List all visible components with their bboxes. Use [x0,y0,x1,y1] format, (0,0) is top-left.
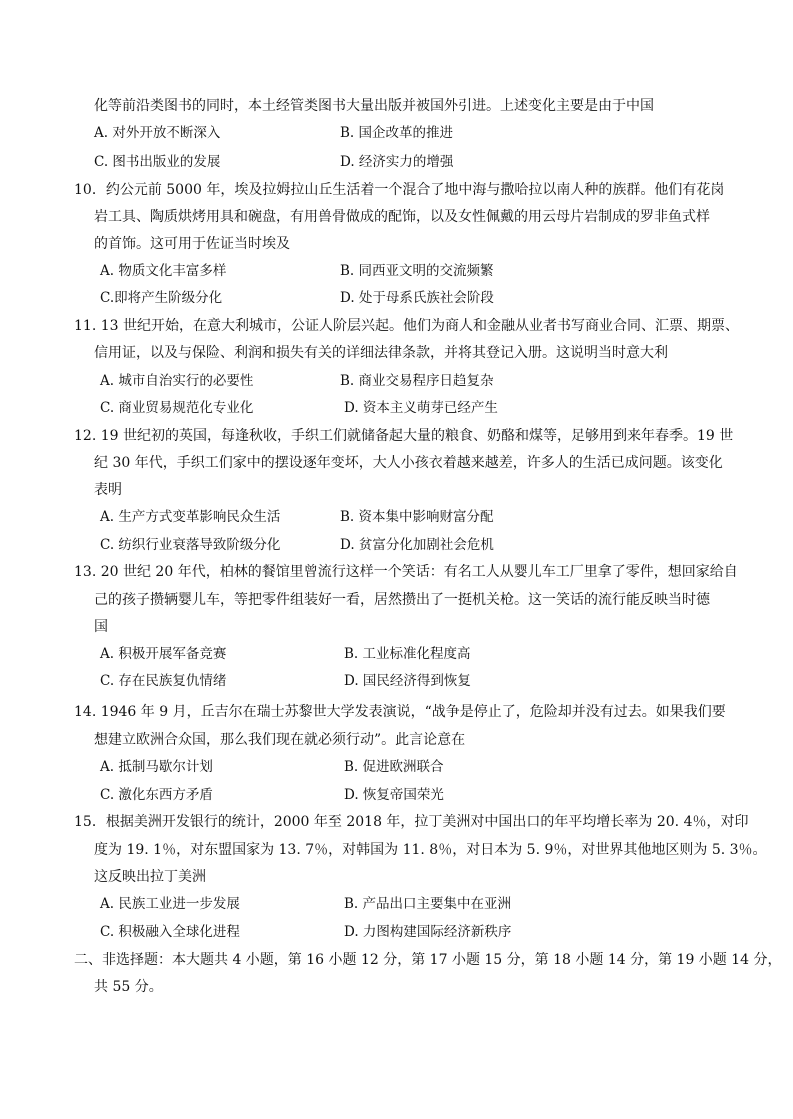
q15-stem-line-3: 这反映出拉丁美洲 [94,869,206,885]
q13-stem-line-3: 国 [94,619,108,635]
q15-stem-line-1: 15．根据美洲开发银行的统计，2000 年至 2018 年，拉丁美洲对中国出口的年平均增长率为 20. 4％，对印 [74,814,749,830]
q14-option-c: C. 激化东西方矛盾 [100,787,213,803]
q12-stem-line-2: 纪 30 年代，手织工们家中的摆设逐年变坏，大人小孩衣着越来越差，许多人的生活已成问题。该变化 [94,455,723,471]
q11-option-d: D. 资本主义萌芽已经产生 [344,400,498,416]
q12-stem-line-3: 表明 [94,482,122,498]
q9-option-c: C. 图书出版业的发展 [94,154,221,170]
q10-option-c: C.即将产生阶级分化 [100,290,223,306]
q9-option-b: B. 国企改革的推进 [340,125,454,141]
q15-option-a: A. 民族工业进一步发展 [100,896,240,912]
q10-option-d: D. 处于母系氏族社会阶段 [340,290,494,306]
q13-option-a: A. 积极开展军备竞赛 [100,646,227,662]
q12-option-c: C. 纺织行业衰落导致阶级分化 [100,537,281,553]
q9-option-d: D. 经济实力的增强 [340,154,454,170]
q13-option-c: C. 存在民族复仇情绪 [100,673,227,689]
q11-option-c: C. 商业贸易规范化专业化 [100,400,254,416]
q12-option-d: D. 贫富分化加剧社会危机 [340,537,494,553]
q13-stem-line-1: 13. 20 世纪 20 年代，柏林的餐馆里曾流行这样一个笑话：有名工人从婴儿车工厂里拿了零件，想回家给自 [74,564,738,580]
q14-stem-line-1: 14. 1946 年 9 月，丘吉尔在瑞士苏黎世大学发表演说，“战争是停止了，危险却并没有过去。如果我们要 [74,704,726,720]
q14-option-d: D. 恢复帝国荣光 [344,787,444,803]
q13-option-d: D. 国民经济得到恢复 [344,673,471,689]
q11-option-a: A. 城市自治实行的必要性 [100,373,254,389]
q11-stem-line-2: 信用证，以及与保险、利润和损失有关的详细法律条款，并将其登记入册。这说明当时意大利 [94,345,668,361]
q15-stem-line-2: 度为 19. 1％，对东盟国家为 13. 7％，对韩国为 11. 8％，对日本为 5. 9％，对世界其他地区则为 5. 3％。 [94,842,767,858]
q9-option-a: A. 对外开放不断深入 [94,125,221,141]
q12-stem-line-1: 12. 19 世纪初的英国，每逢秋收，手织工们就储备起大量的粮食、奶酪和煤等，足够用到来年春季。19 世 [74,428,734,444]
q9-stem-line: 化等前沿类图书的同时，本土经管类图书大量出版并被国外引进。上述变化主要是由于中国 [94,98,654,114]
section-heading-line-1: 二、非选择题：本大题共 4 小题，第 16 小题 12 分，第 17 小题 15 分，第 18 小题 14 分，第 19 小题 14 分， [74,952,782,968]
q14-stem-line-2: 想建立欧洲合众国，那么我们现在就必须行动”。此言论意在 [94,732,466,748]
q15-option-b: B. 产品出口主要集中在亚洲 [344,896,512,912]
q11-stem-line-1: 11. 13 世纪开始，在意大利城市，公证人阶层兴起。他们为商人和金融从业者书写商业合同、汇票、期票、 [74,318,739,334]
q13-stem-line-2: 己的孩子攒辆婴儿车，等把零件组装好一看，居然攒出了一挺机关枪。这一笑话的流行能反映当时德 [94,592,710,608]
q10-stem-line-2: 岩工具、陶质烘烤用具和碗盘，有用兽骨做成的配饰，以及女性佩戴的用云母片岩制成的罗非鱼式样 [94,209,710,225]
q15-option-d: D. 力图构建国际经济新秩序 [344,924,512,940]
q10-stem-line-1: 10．约公元前 5000 年，埃及拉姆拉山丘生活着一个混合了地中海与撒哈拉以南人种的族群。他们有花岗 [74,182,725,198]
q14-option-a: A. 抵制马歇尔计划 [100,759,213,775]
q10-option-a: A. 物质文化丰富多样 [100,263,227,279]
q13-option-b: B. 工业标准化程度高 [344,646,471,662]
q10-stem-line-3: 的首饰。这可用于佐证当时埃及 [94,236,290,252]
q12-option-a: A. 生产方式变革影响民众生活 [100,509,281,525]
q14-option-b: B. 促进欧洲联合 [344,759,444,775]
q15-option-c: C. 积极融入全球化进程 [100,924,240,940]
q10-option-b: B. 同西亚文明的交流频繁 [340,263,494,279]
q12-option-b: B. 资本集中影响财富分配 [340,509,494,525]
section-heading-line-2: 共 55 分。 [94,979,163,995]
q11-option-b: B. 商业交易程序日趋复杂 [340,373,494,389]
